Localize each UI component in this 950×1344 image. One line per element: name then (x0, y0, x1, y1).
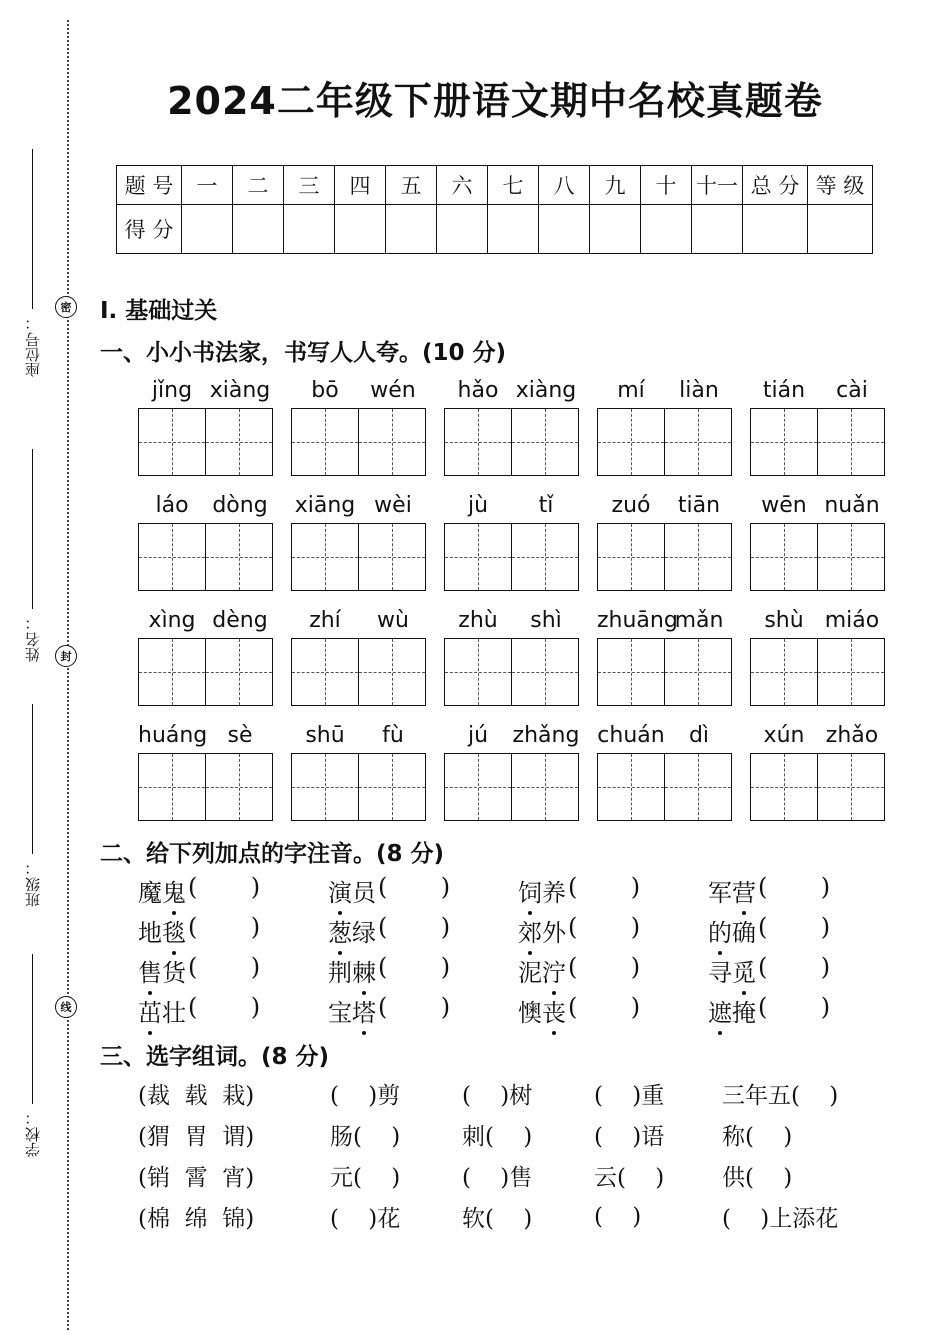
pinyin-syllable: hǎo (457, 378, 499, 403)
pronunciation-row (138, 910, 898, 950)
dotted-character: 泞 (542, 953, 566, 988)
score-cell[interactable] (641, 205, 692, 254)
column-header-cell: 六 (437, 166, 488, 205)
word-character: 军 (708, 878, 732, 907)
answer-blank[interactable]: ( ) (188, 992, 261, 1021)
pinyin-label (291, 723, 427, 753)
dotted-character: 郊 (518, 913, 542, 948)
dotted-word (328, 873, 376, 908)
pinyin-label (444, 493, 580, 523)
word-writing-group (291, 723, 427, 838)
score-label-cell: 得 分 (117, 205, 182, 254)
pinyin-syllable: jù (467, 493, 489, 518)
total-header-cell: 总 分 (743, 166, 808, 205)
pronunciation-item (328, 993, 518, 1028)
pinyin-syllable: shù (764, 608, 804, 633)
pinyin-label (291, 493, 427, 523)
score-table-score-row (117, 205, 873, 254)
word-writing-group (750, 378, 886, 493)
score-cell[interactable] (335, 205, 386, 254)
character-writing-box[interactable] (359, 408, 426, 476)
pinyin-syllable: tián (762, 378, 806, 403)
word-writing-group (138, 608, 274, 723)
pinyin-syllable: zhí (309, 608, 341, 633)
seat-number-label: 座位号 (23, 332, 42, 377)
name-line[interactable] (32, 449, 33, 609)
pinyin-syllable: cài (836, 378, 868, 403)
character-writing-box[interactable] (818, 638, 885, 706)
word-writing-group (444, 493, 580, 608)
word-blank[interactable]: 元( ) (330, 1165, 401, 1191)
character-options: (猬 胃 谓) (138, 1124, 255, 1150)
dotted-word (138, 873, 186, 908)
character-writing-box[interactable] (512, 753, 579, 821)
dotted-word (518, 953, 566, 988)
character-writing-box[interactable] (138, 523, 206, 591)
pinyin-label (291, 608, 427, 638)
word-character: 外 (542, 918, 566, 947)
pinyin-syllable: wèi (374, 493, 412, 518)
word-writing-group (750, 493, 886, 608)
word-blank[interactable]: ( )花 (330, 1206, 401, 1232)
pinyin-syllable: xìng (148, 608, 196, 633)
pinyin-syllable: láo (155, 493, 189, 518)
pronunciation-item (138, 993, 328, 1028)
pinyin-label (138, 493, 274, 523)
character-writing-box[interactable] (818, 408, 885, 476)
pronunciation-row (138, 990, 898, 1030)
pinyin-row (138, 378, 898, 493)
header-label-cell: 题 号 (117, 166, 182, 205)
dotted-character: 饲 (518, 873, 542, 908)
word-writing-group (444, 723, 580, 838)
pinyin-label (138, 723, 274, 753)
word-writing-group (597, 378, 733, 493)
character-writing-box[interactable] (818, 523, 885, 591)
pinyin-syllable: zhuāng (597, 608, 678, 633)
character-writing-box[interactable] (359, 638, 426, 706)
character-writing-box[interactable] (597, 408, 665, 476)
pinyin-syllable: zhǎo (825, 723, 879, 748)
pinyin-label (138, 608, 274, 638)
pronunciation-item (708, 873, 898, 908)
pronunciation-list (138, 870, 898, 1030)
pinyin-syllable: huáng (138, 723, 208, 748)
score-cell[interactable] (692, 205, 743, 254)
character-writing-box[interactable] (444, 638, 512, 706)
word-blank[interactable]: 云( ) (594, 1165, 665, 1191)
school-line[interactable] (32, 954, 33, 1104)
dotted-character: 毯 (162, 913, 186, 948)
dotted-word (328, 913, 376, 948)
pinyin-label (444, 608, 580, 638)
seal-mark-2: 封 (55, 645, 77, 667)
pinyin-syllable: tiān (677, 493, 721, 518)
section-2-heading: 二、给下列加点的字注音。(8 分) (100, 841, 445, 867)
pinyin-syllable: zhǎng (512, 723, 580, 748)
word-blank[interactable]: 肠( ) (330, 1124, 401, 1150)
pinyin-syllable: nuǎn (824, 493, 880, 518)
pinyin-syllable: zhù (458, 608, 498, 633)
character-writing-box[interactable] (291, 408, 359, 476)
dotted-character: 葱 (328, 913, 352, 948)
dotted-character: 售 (138, 953, 162, 988)
character-writing-box[interactable] (512, 523, 579, 591)
word-character: 懊 (518, 998, 542, 1027)
word-blank[interactable]: ( ) (594, 1203, 642, 1230)
pronunciation-item (138, 953, 328, 988)
pronunciation-item (328, 953, 518, 988)
answer-blank[interactable]: ( ) (188, 872, 261, 901)
answer-blank[interactable]: ( ) (758, 912, 831, 941)
word-choice-row (138, 1155, 908, 1196)
character-writing-box[interactable] (291, 638, 359, 706)
dotted-character: 丧 (542, 993, 566, 1028)
pronunciation-row (138, 870, 898, 910)
pinyin-syllable: zuó (611, 493, 651, 518)
character-writing-box[interactable] (206, 523, 273, 591)
pinyin-syllable: miáo (824, 608, 880, 633)
character-writing-box[interactable] (750, 523, 818, 591)
dotted-word (708, 913, 756, 948)
word-writing-group (291, 378, 427, 493)
pinyin-syllable: shì (530, 608, 562, 633)
character-writing-box[interactable] (206, 638, 273, 706)
pinyin-syllable: bō (311, 378, 339, 403)
pinyin-row (138, 608, 898, 723)
score-cell[interactable] (590, 205, 641, 254)
score-cell[interactable] (539, 205, 590, 254)
answer-blank[interactable]: ( ) (378, 872, 451, 901)
dotted-word (328, 993, 376, 1028)
pronunciation-item (708, 953, 898, 988)
seal-mark-3: 线 (55, 996, 77, 1018)
pinyin-syllable: wén (370, 378, 416, 403)
word-writing-group (138, 378, 274, 493)
school-label: 学校 (23, 1127, 42, 1157)
character-options: (销 霄 宵) (138, 1165, 255, 1191)
word-blank[interactable]: 软( ) (462, 1206, 533, 1232)
dotted-character: 遮 (708, 993, 732, 1028)
score-table (116, 165, 873, 254)
dotted-word (708, 993, 756, 1028)
pinyin-row (138, 723, 898, 838)
pinyin-syllable: dèng (212, 608, 268, 633)
pinyin-label (750, 378, 886, 408)
character-writing-box[interactable] (665, 408, 732, 476)
pinyin-label (444, 378, 580, 408)
pinyin-label (750, 493, 886, 523)
word-character: 寻 (708, 958, 732, 987)
answer-blank[interactable]: ( ) (378, 992, 451, 1021)
dotted-character: 茁 (138, 993, 162, 1028)
pronunciation-item (138, 873, 328, 908)
character-writing-box[interactable] (665, 638, 732, 706)
grade-header-cell: 等 级 (808, 166, 873, 205)
character-writing-box[interactable] (512, 638, 579, 706)
score-cell[interactable] (233, 205, 284, 254)
pinyin-label (750, 723, 886, 753)
name-label: 姓名 (23, 632, 42, 662)
pronunciation-item (518, 873, 708, 908)
pinyin-label (597, 608, 733, 638)
answer-blank[interactable]: ( ) (568, 912, 641, 941)
character-writing-box[interactable] (291, 753, 359, 821)
column-header-cell: 十 (641, 166, 692, 205)
page-title: 2024二年级下册语文期中名校真题卷 (167, 79, 823, 123)
word-character: 荆 (328, 958, 352, 987)
character-writing-box[interactable] (597, 638, 665, 706)
pronunciation-item (328, 913, 518, 948)
part-heading: Ⅰ. 基础过关 (100, 298, 218, 324)
word-choice-row (138, 1196, 908, 1237)
answer-blank[interactable]: ( ) (758, 992, 831, 1021)
class-field[interactable]: ： 班级 (18, 700, 46, 907)
pronunciation-item (518, 993, 708, 1028)
word-character: 确 (732, 918, 756, 947)
pinyin-syllable: shū (305, 723, 345, 748)
word-writing-group (750, 608, 886, 723)
class-label: 班级 (23, 877, 42, 907)
pronunciation-item (708, 913, 898, 948)
pinyin-syllable: jú (467, 723, 489, 748)
pinyin-label (597, 493, 733, 523)
column-header-cell: 十一 (692, 166, 743, 205)
score-cell[interactable] (386, 205, 437, 254)
answer-blank[interactable]: ( ) (568, 992, 641, 1021)
answer-blank[interactable]: ( ) (378, 912, 451, 941)
pinyin-syllable: wēn (761, 493, 807, 518)
section-1-heading: 一、小小书法家，书写人人夸。(10 分) (100, 340, 507, 366)
pinyin-label (444, 723, 580, 753)
character-writing-box[interactable] (138, 408, 206, 476)
word-writing-group (597, 723, 733, 838)
column-header-cell: 一 (182, 166, 233, 205)
word-writing-group (444, 378, 580, 493)
word-choice-row (138, 1114, 908, 1155)
word-writing-group (444, 608, 580, 723)
word-character: 掩 (732, 998, 756, 1027)
pinyin-syllable: mǎn (674, 608, 724, 633)
word-blank[interactable]: 刺( ) (462, 1124, 533, 1150)
word-character: 绿 (352, 918, 376, 947)
pinyin-label (291, 378, 427, 408)
character-writing-box[interactable] (206, 408, 273, 476)
seat-number-field[interactable]: ： 座位号 (18, 145, 46, 377)
column-header-cell: 八 (539, 166, 590, 205)
pinyin-syllable: mí (617, 378, 645, 403)
character-writing-box[interactable] (665, 523, 732, 591)
dotted-character: 鬼 (162, 873, 186, 908)
binding-margin-line (67, 20, 69, 1330)
answer-blank[interactable]: ( ) (568, 952, 641, 981)
pinyin-syllable: sè (227, 723, 253, 748)
pinyin-label (138, 378, 274, 408)
pinyin-syllable: dì (688, 723, 710, 748)
column-header-cell: 五 (386, 166, 437, 205)
answer-blank[interactable]: ( ) (378, 952, 451, 981)
answer-blank[interactable]: ( ) (568, 872, 641, 901)
character-options: (裁 载 栽) (138, 1083, 255, 1109)
dotted-character: 的 (708, 913, 732, 948)
score-cell[interactable] (182, 205, 233, 254)
pinyin-syllable: wù (377, 608, 409, 633)
score-cell[interactable] (488, 205, 539, 254)
word-character: 宝 (328, 998, 352, 1027)
word-blank[interactable]: ( )剪 (330, 1083, 401, 1109)
column-header-cell: 九 (590, 166, 641, 205)
pronunciation-item (518, 913, 708, 948)
answer-blank[interactable]: ( ) (758, 952, 831, 981)
score-cell[interactable] (284, 205, 335, 254)
pinyin-syllable: xún (763, 723, 805, 748)
column-header-cell: 二 (233, 166, 284, 205)
word-blank[interactable]: ( )树 (462, 1083, 533, 1109)
pinyin-row (138, 493, 898, 608)
pinyin-syllable: xiàng (209, 378, 271, 403)
pronunciation-item (138, 913, 328, 948)
pinyin-syllable: dòng (212, 493, 268, 518)
name-field[interactable]: ： 姓名 (18, 445, 46, 662)
character-writing-box[interactable] (750, 638, 818, 706)
word-character: 壮 (162, 998, 186, 1027)
score-cell[interactable] (437, 205, 488, 254)
dotted-word (138, 993, 186, 1028)
dotted-character: 觅 (732, 953, 756, 988)
word-character: 货 (162, 958, 186, 987)
pinyin-syllable: jǐng (151, 378, 193, 403)
word-character: 地 (138, 918, 162, 947)
section-3-heading: 三、选字组词。(8 分) (100, 1044, 330, 1070)
word-blank[interactable]: ( )重 (594, 1083, 665, 1109)
character-writing-box[interactable] (665, 753, 732, 821)
pinyin-syllable: fù (382, 723, 404, 748)
character-writing-box[interactable] (444, 523, 512, 591)
pinyin-syllable: xiàng (515, 378, 577, 403)
dotted-character: 演 (328, 873, 352, 908)
seat-number-line[interactable] (32, 149, 33, 309)
word-character: 养 (542, 878, 566, 907)
column-header-cell: 七 (488, 166, 539, 205)
word-character: 泥 (518, 958, 542, 987)
pinyin-label (750, 608, 886, 638)
dotted-word (708, 873, 756, 908)
word-writing-group (597, 608, 733, 723)
character-writing-box[interactable] (138, 638, 206, 706)
pronunciation-item (518, 953, 708, 988)
character-writing-box[interactable] (818, 753, 885, 821)
dotted-word (138, 953, 186, 988)
character-writing-box[interactable] (206, 753, 273, 821)
character-writing-box[interactable] (597, 753, 665, 821)
word-blank[interactable]: 三年五( ) (722, 1083, 839, 1109)
pronunciation-row (138, 950, 898, 990)
word-blank[interactable]: ( )售 (462, 1165, 533, 1191)
character-options: (棉 绵 锦) (138, 1206, 255, 1232)
word-writing-group (291, 493, 427, 608)
column-header-cell: 四 (335, 166, 386, 205)
character-writing-box[interactable] (359, 753, 426, 821)
pronunciation-item (708, 993, 898, 1028)
pronunciation-item (328, 873, 518, 908)
word-writing-group (138, 493, 274, 608)
word-choice-list (138, 1073, 908, 1237)
dotted-character: 营 (732, 873, 756, 908)
word-writing-group (597, 493, 733, 608)
answer-blank[interactable]: ( ) (188, 952, 261, 981)
dotted-character: 棘 (352, 953, 376, 988)
word-choice-row (138, 1073, 908, 1114)
dotted-word (708, 953, 756, 988)
dotted-word (518, 873, 566, 908)
word-character: 魔 (138, 878, 162, 907)
dotted-word (138, 913, 186, 948)
character-writing-box[interactable] (750, 408, 818, 476)
school-field[interactable]: ： 学校 (18, 950, 46, 1157)
answer-blank[interactable]: ( ) (188, 912, 261, 941)
character-writing-box[interactable] (444, 408, 512, 476)
word-writing-group (138, 723, 274, 838)
character-writing-box[interactable] (750, 753, 818, 821)
dotted-word (518, 993, 566, 1028)
dotted-word (328, 953, 376, 988)
character-writing-box[interactable] (512, 408, 579, 476)
pinyin-syllable: tǐ (538, 493, 554, 518)
character-writing-box[interactable] (359, 523, 426, 591)
pinyin-syllable: liàn (679, 378, 719, 403)
word-blank[interactable]: ( )上添花 (722, 1206, 839, 1232)
word-blank[interactable]: 称( ) (722, 1124, 793, 1150)
column-header-cell: 三 (284, 166, 335, 205)
dotted-word (518, 913, 566, 948)
class-line[interactable] (32, 704, 33, 854)
word-writing-group (750, 723, 886, 838)
character-writing-box[interactable] (444, 753, 512, 821)
seal-mark-1: 密 (55, 296, 77, 318)
character-writing-box[interactable] (291, 523, 359, 591)
pinyin-syllable: xiāng (294, 493, 356, 518)
word-blank[interactable]: 供( ) (722, 1165, 793, 1191)
word-character: 员 (352, 878, 376, 907)
character-writing-box[interactable] (597, 523, 665, 591)
dotted-character: 塔 (352, 993, 376, 1028)
answer-blank[interactable]: ( ) (758, 872, 831, 901)
grade-cell[interactable] (808, 205, 873, 254)
word-blank[interactable]: ( )语 (594, 1124, 665, 1150)
score-table-header-row (117, 166, 873, 205)
total-score-cell[interactable] (743, 205, 808, 254)
pinyin-writing-grid (138, 378, 898, 838)
pinyin-label (597, 378, 733, 408)
pinyin-label (597, 723, 733, 753)
character-writing-box[interactable] (138, 753, 206, 821)
pinyin-syllable: chuán (597, 723, 665, 748)
word-writing-group (291, 608, 427, 723)
